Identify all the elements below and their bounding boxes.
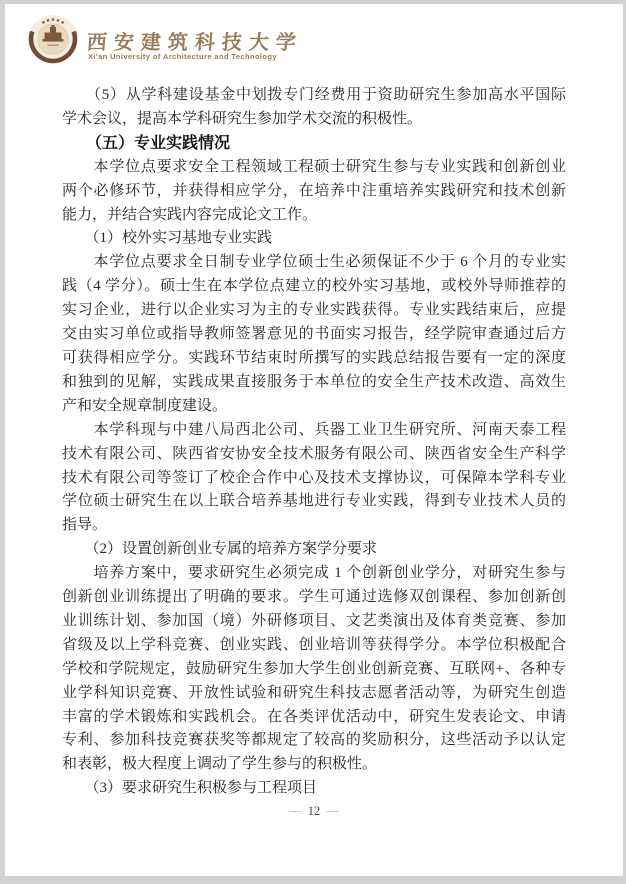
body-text-line: 可获得相应学分。实践环节结束时所撰写的实践总结报告要有一定的深度	[62, 349, 566, 366]
university-name-zh: 西安建筑科技大学	[86, 32, 304, 54]
sub-heading: （3）要求研究生积极参与工程项目	[62, 780, 318, 797]
body-text-line: 本学科现与中建八局西北公司、兵器工业卫生研究所、河南天泰工程	[62, 421, 566, 438]
body-text-line: 实习企业，进行以企业实习为主的专业实践获得。专业实践结束后，应提	[62, 302, 566, 319]
body-text-line: 指导。	[62, 517, 108, 534]
body-text-line: 能力，并结合实践内容完成论文工作。	[62, 206, 318, 223]
document-body	[62, 84, 566, 801]
page-number: 12	[307, 804, 321, 818]
body-text-line: 学术会议，提高本学科研究生参加学术交流的积极性。	[62, 110, 423, 127]
body-text-line: 业训练计划、参加国（境）外研修项目、文艺类演出及体育类竞赛、参加	[62, 612, 566, 629]
sub-heading: （2）设置创新创业专属的培养方案学分要求	[62, 541, 378, 558]
body-text-line: 创新创业训练提出了明确的要求。学生可通过选修双创课程、参加创新创	[62, 589, 566, 606]
body-text-line: 专利、参加科技竞赛获奖等都规定了较高的奖励积分，这些活动予以认定	[62, 732, 566, 749]
body-text-line: 技术有限公司等签订了校企合作中心及技术支撑协议，可保障本学科专业	[62, 469, 566, 486]
body-text-line: 业学科知识竞赛、开放性试验和研究生科技志愿者活动等，为研究生创造	[62, 684, 566, 701]
page-footer	[5, 803, 623, 819]
body-text-line: 培养方案中，要求研究生必须完成 1 个创新创业学分，对研究生参与	[62, 565, 566, 582]
university-name-en: Xi'an University of Architecture and Technology	[88, 52, 277, 61]
body-text-line: 学校和学院规定，鼓励研究生参加大学生创业创新竞赛、互联网+、各种专	[62, 660, 566, 677]
sub-heading: （1）校外实习基地专业实践	[62, 230, 273, 247]
body-text-line: 学位硕士研究生在以上联合培养基地进行专业实践，得到专业技术人员的	[62, 493, 566, 510]
body-text-line: 和独到的见解，实践成果直接服务于本单位的安全生产技术改造、高效生	[62, 373, 566, 390]
section-heading: （五）专业实践情况	[62, 134, 231, 152]
body-text-line: 省级及以上学科竞赛、创业实践、创业培训等获得学分。本学位积极配合	[62, 636, 566, 653]
body-text-line: 本学位点要求全日制专业学位硕士生必须保证不少于 6 个月的专业实	[62, 254, 566, 271]
footer-right-dash: —	[326, 804, 339, 818]
university-seal-icon	[28, 14, 78, 64]
body-text-line: 交由实习单位或指导教师签署意见的书面实习报告，经学院审查通过后方	[62, 326, 566, 343]
body-text-line: 践（4 学分）。硕士生在本学位点建立的校外实习基地，或校外导师推荐的	[62, 278, 566, 295]
body-text-line: 和表彰，极大程度上调动了学生参与的积极性。	[62, 756, 378, 773]
body-text-line: （5）从学科建设基金中划拨专门经费用于资助研究生参加高水平国际	[62, 87, 566, 103]
footer-left-dash: —	[289, 804, 302, 818]
body-text-line: 本学位点要求安全工程领域工程硕士研究生参与专业实践和创新创业	[62, 158, 566, 175]
body-text-line: 两个必修环节，并获得相应学分，在培养中注重培养实践研究和技术创新	[62, 182, 566, 199]
body-text-line: 产和安全规章制度建设。	[62, 397, 228, 414]
body-text-line: 技术有限公司、陕西省安协安全技术服务有限公司、陕西省安全生产科学	[62, 445, 566, 462]
body-text-line: 丰富的学术锻炼和实践机会。在各类评优活动中，研究生发表论文、申请	[62, 708, 566, 725]
page	[5, 4, 623, 876]
